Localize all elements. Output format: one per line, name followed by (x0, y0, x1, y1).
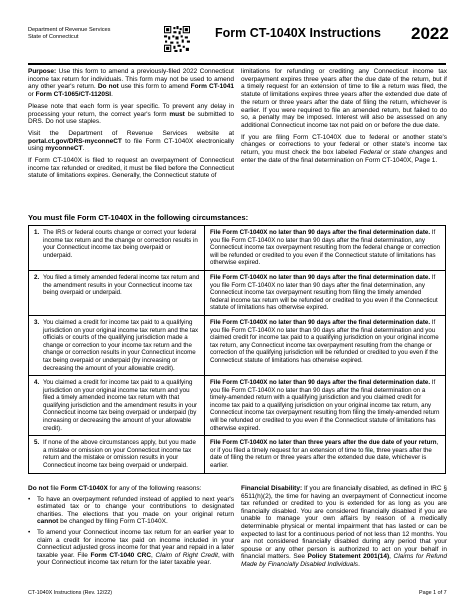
body-text: and enter the date of the final determination on Form CT-1040X, Page 1. (241, 149, 448, 164)
form-title-reference: Claim of Right Credit (155, 551, 218, 559)
table-row (29, 270, 446, 315)
deadline-title: File Form CT-1040X no later than 90 days after the final determination date. (210, 318, 431, 326)
emphasis-text: Do not (28, 485, 49, 492)
policy-statement-link[interactable]: Policy Statement 2001(14) (307, 553, 390, 561)
circumstance-cell (29, 315, 205, 375)
row-number: 3. (34, 318, 40, 326)
bullet-icon: • (28, 495, 31, 503)
table-row (29, 376, 446, 436)
circumstance-cell (29, 270, 205, 315)
myconnect-link[interactable]: myconneCT (45, 145, 83, 153)
body-text: , with your Connecticut income tax return for the later taxable year. (37, 551, 234, 567)
department-name (28, 27, 110, 41)
purpose-text: or (28, 91, 36, 99)
purpose-text: Use this form to amend a previously-filed 2022 Connecticut income tax return for individuals. This form may not be used to amend any other year's return. (28, 68, 234, 91)
body-text: for any of the following reasons: (107, 485, 202, 492)
body-text: , (151, 551, 156, 559)
form-reference: Form CT-1065/CT-1120SI (35, 91, 112, 99)
emphasis-text: cannot (37, 518, 59, 526)
body-text: , (389, 553, 394, 561)
body-text: be submitted to DRS. Do not use staples. (28, 110, 234, 126)
row-number: 4. (34, 379, 40, 387)
body-text: If you are financially disabled, as defined in IRC § 6511(h)(2), the time for having an overpayment of Connecticut income tax refunded or credited to you is extended for as long as you are financially disabled. You are considered financially disabled if you are unable to manage your own affairs by reason of a medically determinable physical or mental impairment that has lasted or can be expected to last for a continuous period of not less than 12 months. You are not considered financially disabled during any period that your spouse or any other person is authorized to act on your behalf in financial matters. See (241, 485, 448, 561)
deadline-cell (205, 436, 446, 473)
list-item (28, 529, 234, 567)
form-reference: Form CT-1040X (60, 485, 108, 492)
body-text: to file Form CT-1040X electronically using (28, 137, 234, 153)
body-text: Visit the Department of Revenue Services website at (28, 129, 234, 137)
deadline-text: If you file Form CT-1040X no later than 90 days after the final determination, any Connecticut income tax overpayment resulting from filing the timely amended federal income tax return will be refunded or credited to you even if the Connecticut statute of limitations has otherwise expired. (210, 273, 438, 312)
website-paragraph (28, 130, 234, 153)
body-text: To amend your Connecticut income tax return for an earlier year to claim a credit for income tax paid on income included in your Connecticut adjusted gross income for that year and repaid in a later taxable year. File (37, 528, 234, 559)
dept-line-2: State of Connecticut (28, 34, 79, 40)
deadline-title: File Form CT-1040X no later than 90 days after the final determination date. (210, 229, 431, 236)
emphasis-text: must (169, 110, 185, 118)
deadline-cell (205, 270, 446, 315)
checkbox-label-reference: Federal or state changes (359, 149, 434, 157)
purpose-paragraph (28, 68, 234, 99)
statute-continued-paragraph: limitations for refunding or crediting any Connecticut income tax overpayment expires three years after the due date of the return, but if a timely request for an extension of time to file a return was filed, the statute of limitations expires three years after the extended due date of the return or three years after the date of filing the return, whichever is earlier. If you were required to file an amended return, but failed to do so, a penalty may be imposed. Interest will also be assessed on any additional Connecticut income tax not paid on or before the due date. (241, 68, 447, 129)
footer-page-number: Page 1 of 7 (419, 590, 447, 596)
purpose-label: Purpose: (28, 68, 57, 75)
purpose-text: . (111, 91, 113, 99)
deadline-cell (205, 376, 446, 436)
emphasis-text: Do not (97, 83, 119, 91)
form-title: Form CT-1040X Instructions (215, 26, 382, 40)
row-number: 5. (34, 439, 40, 447)
circumstance-text: You claimed a credit for income tax paid to a qualifying jurisdiction on your original income tax return and you filed a timely amended income tax return with that qualifying jurisdiction and the amendment results in your Connecticut income tax being overpaid or underpaid (by increasing or decreasing the amount of your allowable credit). (43, 379, 198, 432)
body-text: be changed by filing Form CT-1040X. (58, 518, 168, 526)
do-not-file-heading (28, 485, 234, 493)
statute-paragraph: If Form CT-1040X is filed to request an overpayment of Connecticut income tax refunded or credited, it must be filed before the Connecticut statute of limitations expires. Generally, the Connecticut statute of (28, 157, 234, 180)
circumstance-cell (29, 436, 205, 473)
circumstance-text: You filed a timely amended federal income tax return and the amendment results in your Connecticut income tax being overpaid or underpaid. (43, 273, 200, 297)
body-text: . (82, 145, 85, 153)
table-row (29, 226, 446, 271)
do-not-file-section (28, 485, 234, 570)
bullet-text (37, 529, 234, 567)
footer-form-revision: CT-1040X Instructions (Rev. 12/22) (28, 590, 113, 596)
purpose-text: use this form to amend (118, 83, 191, 91)
tax-year: 2022 (411, 24, 449, 43)
header-divider (28, 63, 446, 65)
deadline-title: File Form CT-1040X no later than 90 days after the final determination date. (210, 273, 431, 281)
policy-title-reference: Claims for Refund Made by Financially Disabled Individuals (241, 553, 447, 568)
circumstance-text: If none of the above circumstances apply, but you made a mistake or omission on your Connecticut income tax return and the mistake or omission results in your Connecticut income tax being overpaid or underpaid. (43, 439, 196, 470)
circumstance-text: You claimed a credit for income tax paid to a qualifying jurisdiction on your original income tax return and the tax officials or courts of the qualifying jurisdiction made a change or correction to your income tax return and the change or correction results in your Connecticut income tax being overpaid or underpaid (by increasing or decreasing the amount of your allowable credit). (43, 318, 199, 372)
dept-line-1: Department of Revenue Services (28, 27, 111, 33)
table-row (29, 315, 446, 375)
form-reference: Form CT-1041 (190, 83, 234, 91)
year-specific-paragraph (28, 103, 234, 126)
deadline-cell (205, 315, 446, 375)
body-text: To have an overpayment refunded instead of applied to next year's estimated tax or to change your contributions to designated charities. The elections that you made on your original return (37, 495, 234, 518)
purpose-section (28, 68, 234, 184)
form-reference: Form CT-1040 CRC (90, 551, 152, 559)
deadline-title: File Form CT-1040X no later than three years after the due date of your return (210, 439, 437, 447)
circumstance-text: The IRS or federal courts change or correct your federal income tax return and the change or correction results in your Connecticut income tax being overpaid or underpaid. (43, 229, 198, 259)
deadline-text: If you file Form CT-1040X no later than 90 days after the final determination on a timely-amended return with a qualifying jurisdiction and you claimed credit for income tax paid to a qualifying jurisdiction on your original income tax return, any Connecticut income tax overpayment resulting from filing the timely-amended return will be refunded or credited to you even if the Connecticut statute of limitations has otherwise expired. (210, 379, 440, 432)
body-text: . (358, 560, 360, 568)
deadline-text: , or if you filed a timely request for an extension of time to file, three years after the date of filing the return or three years after the extended due date, whichever is earlier. (210, 439, 439, 470)
deadline-title: File Form CT-1040X no later than 90 days after the final determination date. (210, 379, 431, 387)
qr-code-icon (164, 26, 190, 52)
body-text: If you are filing Form CT-1040X due to federal or another state's changes or corrections to your federal or other state's income tax return, you must check the box labeled (241, 133, 447, 157)
deadline-cell (205, 226, 446, 271)
deadline-text: If you file Form CT-1040X no later than 90 days after the final determination and you claimed credit for income tax paid to a qualifying jurisdiction on your original income tax return, any Connecticut income tax overpayment resulting from the change or correction of the qualifying jurisdiction will be refunded or credited to you even if the Connecticut statute of limitations has otherwise expired. (210, 318, 439, 364)
federal-changes-paragraph (241, 134, 447, 165)
table-row (29, 436, 446, 473)
row-number: 2. (34, 273, 40, 281)
bullet-text (37, 496, 234, 526)
financial-disability-label: Financial Disability: (241, 485, 303, 492)
deadline-text: If you file Form CT-1040X no later than 90 days after the final determination, any Connecticut income tax overpayment resulting from the federal change or correction will be refunded or credited to you even if the Connecticut statute of limitations has otherwise expired. (210, 229, 441, 267)
circumstance-cell (29, 226, 205, 271)
circumstances-heading: You must file Form CT-1040X in the following circumstances: (28, 213, 249, 222)
website-link[interactable]: portal.ct.gov/DRS-myconneCT (28, 137, 122, 145)
circumstances-table (28, 225, 446, 474)
body-text: file (48, 485, 61, 492)
row-number: 1. (34, 229, 40, 236)
circumstance-cell (29, 376, 205, 436)
list-item (28, 496, 234, 526)
financial-disability-section (241, 485, 447, 569)
statute-continued-section (241, 68, 447, 168)
bullet-icon: • (28, 528, 31, 536)
body-text: Please note that each form is year specific. To prevent any delay in processing your return, the correct year's form (28, 102, 234, 118)
